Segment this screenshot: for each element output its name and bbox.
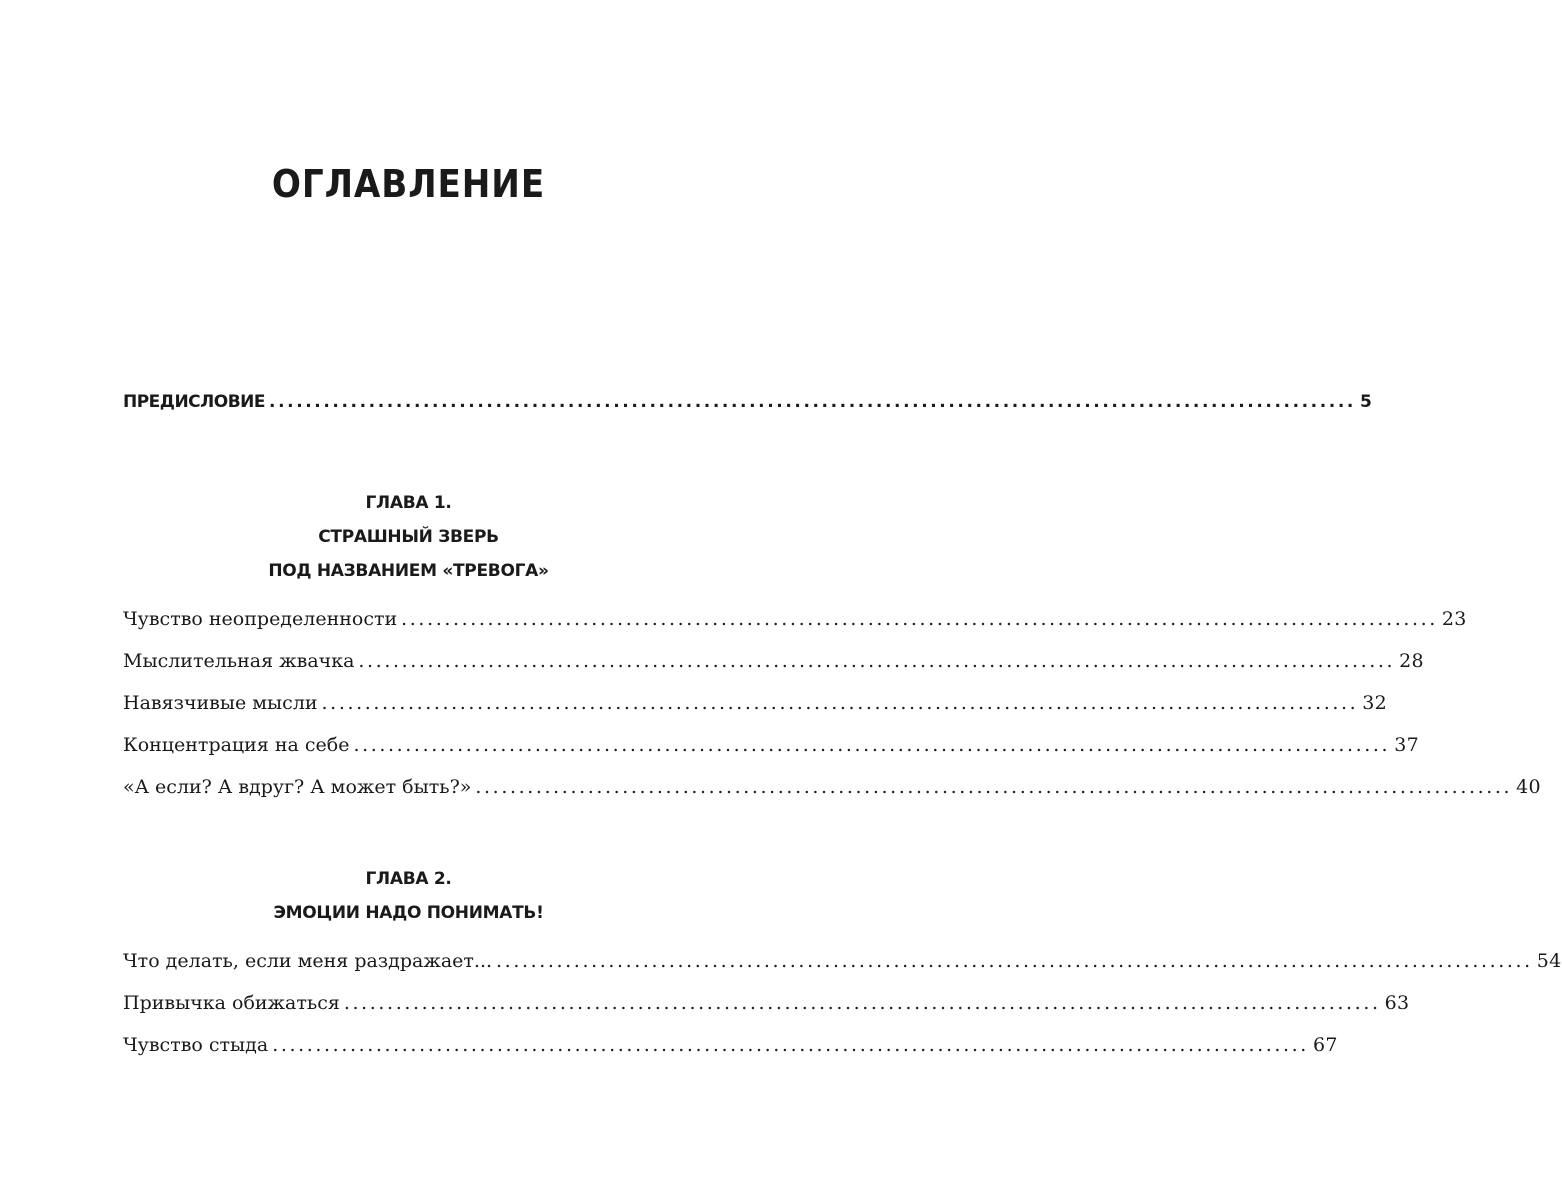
toc-entry-label: Концентрация на себе xyxy=(123,734,350,756)
toc-entry-page: 32 xyxy=(1362,692,1388,714)
toc-entry[interactable] xyxy=(123,650,1424,672)
toc-entry[interactable] xyxy=(123,1034,1338,1056)
toc-entry[interactable] xyxy=(123,608,1467,630)
chapter-heading-line: ЭМОЦИИ НАДО ПОНИМАТЬ! xyxy=(273,903,544,923)
toc-entry-label: Чувство неопределенности xyxy=(123,608,398,630)
toc-entry-page: 54 xyxy=(1536,950,1562,972)
toc-entry-label: ПРЕДИСЛОВИЕ xyxy=(123,392,266,412)
toc-entry[interactable] xyxy=(123,776,1541,798)
toc-entry-label: Чувство стыда xyxy=(123,1034,269,1056)
toc-entry[interactable] xyxy=(123,734,1419,756)
toc-entry[interactable] xyxy=(123,950,1562,972)
toc-entry-page: 63 xyxy=(1384,992,1410,1014)
toc-entry-page: 23 xyxy=(1441,608,1467,630)
toc-entry-page: 67 xyxy=(1312,1034,1338,1056)
dot-leader: ........................................................................................................................ xyxy=(321,692,1359,714)
dot-leader: ........................................................................................................................ xyxy=(269,392,1356,412)
dot-leader: ........................................................................................................................ xyxy=(343,992,1381,1014)
toc-entry[interactable] xyxy=(123,692,1388,714)
toc-entry-page: 5 xyxy=(1359,392,1372,412)
toc-entry-label: Мыслительная жвачка xyxy=(123,650,355,672)
dot-leader: ........................................................................................................................ xyxy=(401,608,1438,630)
toc-entry[interactable] xyxy=(123,992,1410,1014)
page-title: ОГЛАВЛЕНИЕ xyxy=(271,162,546,206)
chapter-heading-line: ПОД НАЗВАНИЕМ «ТРЕВОГА» xyxy=(268,561,549,581)
toc-entry-label: Что делать, если меня раздражает... xyxy=(123,950,493,972)
chapter-1-heading xyxy=(0,486,817,588)
chapter-heading-line: ГЛАВА 2. xyxy=(365,869,452,889)
toc-entry-label: Привычка обижаться xyxy=(123,992,340,1014)
chapter-heading-line: ГЛАВА 1. xyxy=(365,493,452,513)
dot-leader: ........................................................................................................................ xyxy=(358,650,1396,672)
chapter-heading-line: СТРАШНЫЙ ЗВЕРЬ xyxy=(318,527,499,547)
toc-entry-page: 37 xyxy=(1394,734,1419,756)
toc-entry-page: 28 xyxy=(1399,650,1424,672)
chapter-2-heading xyxy=(0,862,817,930)
dot-leader: ........................................................................................................................ xyxy=(272,1034,1309,1056)
toc-entry-label: «А если? А вдруг? А может быть?» xyxy=(123,776,472,798)
dot-leader: ........................................................................................................................ xyxy=(475,776,1513,798)
toc-entry-page: 40 xyxy=(1516,776,1541,798)
dot-leader: ........................................................................................................................ xyxy=(496,950,1533,972)
dot-leader: ........................................................................................................................ xyxy=(353,734,1391,756)
toc-entry-preface[interactable] xyxy=(123,392,1372,412)
toc-entry-label: Навязчивые мысли xyxy=(123,692,318,714)
